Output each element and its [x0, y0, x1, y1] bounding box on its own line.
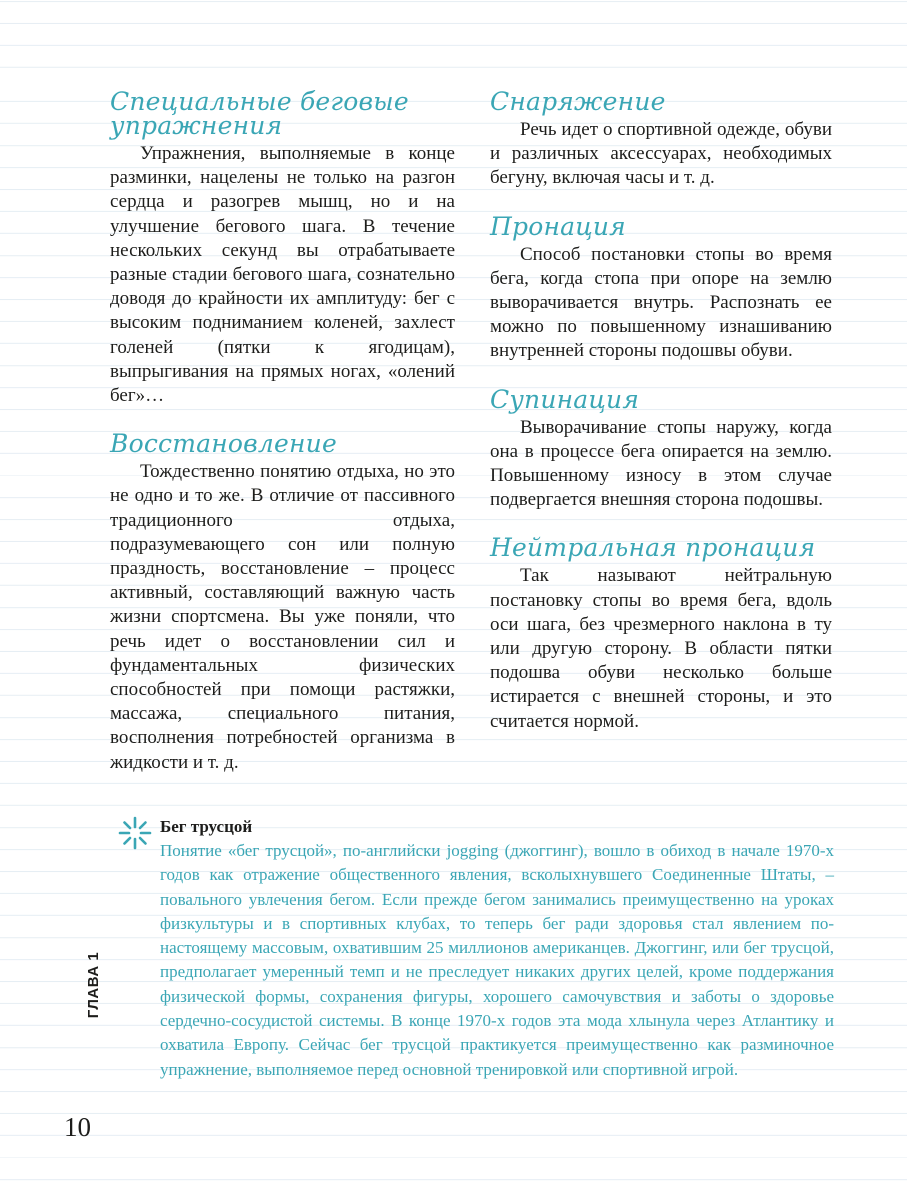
text-supination: Выворачивание стопы наружу, когда она в процессе бега опирается на землю. Повышенному износу в этом случае подвергается внешняя сторона подошвы.	[490, 416, 832, 511]
heading-pronation: Пронация	[490, 211, 626, 241]
heading-supination: Супинация	[490, 384, 640, 414]
section-supination	[490, 384, 832, 513]
text-neutral-pronation: Так называют нейтральную постановку стопы во время бега, вдоль оси шага, без чрезмерного наклона в ту или другую сторону. В области пятки подошва обуви несколько больше истирается с внешней стороны, и это считается нормой.	[490, 565, 832, 732]
text-recovery: Тождественно понятию отдыха, но это не одно и то же. В отличие от пассивного традиционного отдыха, подразумевающего сон или полную праздность, восстановление – процесс активный, составляющий важную часть жизни спортсмена. Вы уже поняли, что речь идет о восстановлении сил и фундаментальных физических способностей при помощи растяжки, массажа, специального питания, восполнения потребностей организма в жидкости и т. д.	[110, 461, 455, 773]
chapter-label: ГЛАВА 1	[85, 951, 102, 1019]
section-pronation	[490, 211, 832, 364]
heading-special-exercises	[110, 87, 455, 140]
page-number: 10	[64, 1112, 91, 1142]
text-special-exercises: Упражнения, выполняемые в конце разминки, нацелены не только на разгон сердца и разогрев мышц, но и на улучшение бегового шага. В течение нескольких секунд вы отрабатываете разные стадии бегового шага, сознательно доводя до крайности их амплитуду: бег с высоким подниманием коленей, захлест голеней (пятки к ягодицам), выпрыгивания на прямых ногах, «олений бег»…	[110, 143, 455, 407]
left-column	[110, 87, 455, 799]
asterisk-star-icon	[118, 816, 152, 850]
sidebar-title: Бег трусцой	[160, 817, 253, 836]
heading-neutral-pronation: Нейтральная пронация	[490, 533, 816, 563]
text-equipment: Речь идет о спортивной одежде, обуви и различных аксессуарах, необходимых бегуну, включая часы и т. д.	[490, 119, 832, 189]
text-pronation: Способ постановки стопы во время бега, когда стопа при опоре на землю выворачивается внутрь. Распознать ее можно по повышенному изнашиванию внутренней стороны подошвы обуви.	[490, 243, 832, 362]
section-special-exercises	[110, 87, 455, 408]
right-column	[490, 87, 832, 758]
sidebar-text: Понятие «бег трусцой», по-английски jogging (джоггинг), вошло в обиход в начале 1970-х годов как отражение общественного явления, всколыхнувшего Соединенные Штаты, – повального увлечения бегом. Если прежде бегом занимались преимущественно на уроках физкультуры и в спортивных клубах, то теперь бег ради здоровья стал явлением по-настоящему массовым, охватившим 25 миллионов американцев. Джоггинг, или бег трусцой, предполагает умеренный темп и не преследует никаких других целей, кроме поддержания физической формы, сохранения фигуры, хорошего самочувствия и заботы о здоровье сердечно-сосудистой системы. В конце 1970-х годов эта мода хлынула через Атлантику и охватила Европу. Сейчас бег трусцой практикуется преимущественно как разминочное упражнение, выполняемое перед основной тренировкой или спортивной игрой.	[160, 841, 834, 1079]
section-equipment	[490, 87, 832, 191]
section-neutral-pronation	[490, 533, 832, 733]
heading-recovery: Восстановление	[110, 429, 337, 459]
heading-equipment: Снаряжение	[490, 87, 666, 116]
section-recovery	[110, 429, 455, 775]
heading-special-exercises-line2: упражнения	[110, 111, 283, 140]
heading-special-exercises-line1: Специальные беговые	[110, 87, 409, 116]
